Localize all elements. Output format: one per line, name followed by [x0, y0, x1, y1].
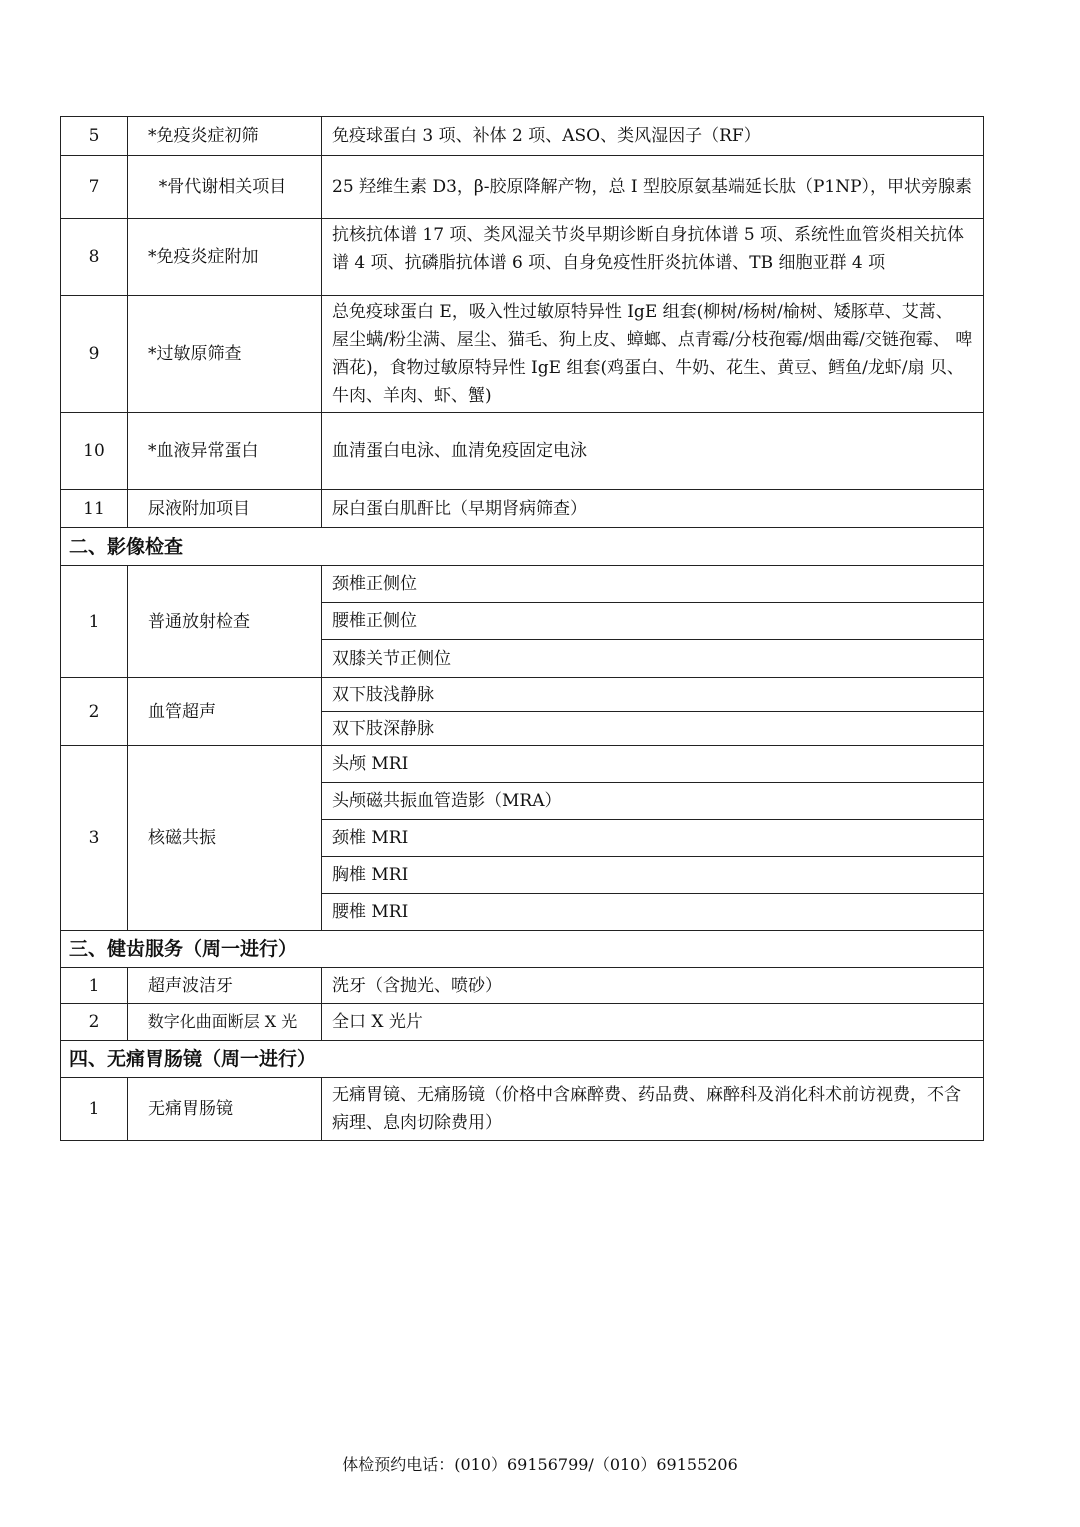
- item-name: 核磁共振: [128, 746, 322, 931]
- section-header: [61, 1041, 984, 1078]
- row-number: 2: [61, 1004, 128, 1041]
- table-row: [61, 117, 984, 156]
- row-number: 7: [61, 156, 128, 219]
- item-detail: 洗牙（含抛光、喷砂）: [322, 968, 984, 1004]
- item-detail: 腰椎 MRI: [322, 894, 984, 931]
- table-row: [61, 968, 984, 1004]
- section-header: [61, 931, 984, 968]
- item-detail: 无痛胃镜、无痛肠镜（价格中含麻醉费、药品费、麻醉科及消化科术前访视费，不含病理、息肉切除费用）: [322, 1078, 984, 1141]
- item-name: *过敏原筛查: [128, 296, 322, 413]
- row-number: 1: [61, 566, 128, 678]
- item-detail: 血清蛋白电泳、血清免疫固定电泳: [322, 413, 984, 490]
- table-row: [61, 296, 984, 413]
- item-detail: [322, 219, 984, 296]
- item-name: 无痛胃肠镜: [128, 1078, 322, 1141]
- item-name: *免疫炎症初筛: [128, 117, 322, 156]
- row-number: 1: [61, 1078, 128, 1141]
- item-detail: 颈椎 MRI: [322, 820, 984, 857]
- item-detail: 全口 X 光片: [322, 1004, 984, 1041]
- item-name: *血液异常蛋白: [128, 413, 322, 490]
- item-name: 血管超声: [128, 678, 322, 746]
- row-number: 9: [61, 296, 128, 413]
- item-detail: 总免疫球蛋白 E，吸入性过敏原特异性 IgE 组套(柳树/杨树/榆树、矮豚草、艾蒿、 屋尘螨/粉尘满、屋尘、猫毛、狗上皮、蟑螂、点青霉/分枝孢霉/烟曲霉/交链孢霉、 啤酒花)，食物过敏原特异性 IgE 组套(鸡蛋白、牛奶、花生、黄豆、鳕鱼/龙虾/扇 贝、牛肉、羊肉、虾、蟹): [322, 296, 984, 413]
- item-detail: 双膝关节正侧位: [322, 640, 984, 678]
- item-detail-text: 抗核抗体谱 17 项、类风湿关节炎早期诊断自身抗体谱 5 项、系统性血管炎相关抗体谱 4 项、抗磷脂抗体谱 6 项、自身免疫性肝炎抗体谱、TB 细胞亚群 4 项: [332, 225, 965, 273]
- table-row: [61, 566, 984, 603]
- table-row: [61, 413, 984, 490]
- item-detail: 腰椎正侧位: [322, 603, 984, 640]
- item-detail: 头颅 MRI: [322, 746, 984, 783]
- item-name: 超声波洁牙: [128, 968, 322, 1004]
- section-title-dental: 三、健齿服务（周一进行）: [61, 931, 984, 968]
- item-name: *免疫炎症附加: [128, 219, 322, 296]
- item-detail: 双下肢浅静脉: [322, 678, 984, 712]
- item-detail: 双下肢深静脉: [322, 712, 984, 746]
- item-name: 数字化曲面断层 X 光: [128, 1004, 322, 1041]
- row-number: 3: [61, 746, 128, 931]
- table-row: [61, 1078, 984, 1141]
- item-detail: 免疫球蛋白 3 项、补体 2 项、ASO、类风湿因子（RF）: [322, 117, 984, 156]
- table-row: [61, 490, 984, 528]
- booking-phone-footer: 体检预约电话：(010）69156799/（010）69155206: [342, 1455, 738, 1474]
- item-detail: 胸椎 MRI: [322, 857, 984, 894]
- table-row: [61, 1004, 984, 1041]
- row-number: 10: [61, 413, 128, 490]
- item-name: *骨代谢相关项目: [128, 156, 322, 219]
- table-row: [61, 156, 984, 219]
- table-row: [61, 678, 984, 712]
- item-detail: 尿白蛋白肌酐比（早期肾病筛查）: [322, 490, 984, 528]
- item-detail: 25 羟维生素 D3，β-胶原降解产物，总 I 型胶原氨基端延长肽（P1NP），甲状旁腺素: [322, 156, 984, 219]
- item-detail: 颈椎正侧位: [322, 566, 984, 603]
- row-number: 8: [61, 219, 128, 296]
- exam-items-table: [60, 116, 984, 1141]
- item-name: 普通放射检查: [128, 566, 322, 678]
- row-number: 11: [61, 490, 128, 528]
- section-title-imaging: 二、影像检查: [61, 528, 984, 566]
- section-title-endoscopy: 四、无痛胃肠镜（周一进行）: [61, 1041, 984, 1078]
- row-number: 5: [61, 117, 128, 156]
- table-row: [61, 746, 984, 783]
- table-row: [61, 219, 984, 296]
- item-name: 尿液附加项目: [128, 490, 322, 528]
- row-number: 1: [61, 968, 128, 1004]
- section-header: [61, 528, 984, 566]
- row-number: 2: [61, 678, 128, 746]
- item-detail: 头颅磁共振血管造影（MRA）: [322, 783, 984, 820]
